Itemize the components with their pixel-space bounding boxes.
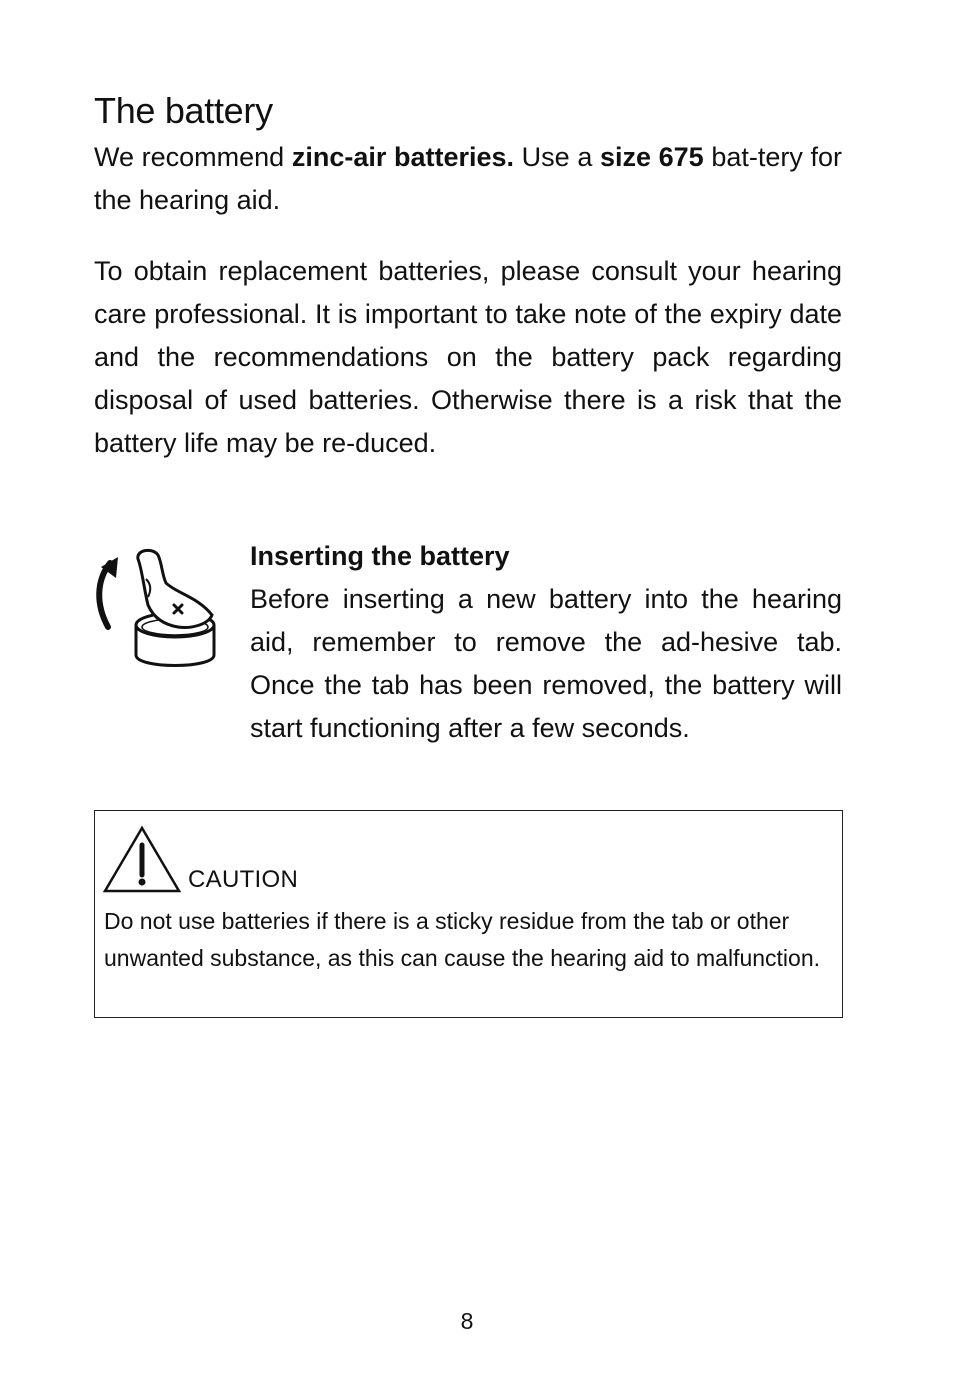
- page-number: 8: [460, 1308, 474, 1334]
- intro-text-start: We recommend: [94, 142, 292, 172]
- inserting-battery-title: Inserting the battery: [250, 541, 510, 571]
- inserting-battery-text: Before inserting a new battery into the hearing aid, remember to remove the ad-hesive tab. Once the tab has been removed, the battery will start functioning after a few seconds.: [250, 584, 842, 743]
- caution-text: Do not use batteries if there is a sticky residue from the tab or other unwanted substance, as this can cause the hearing aid to malfunction.: [104, 908, 821, 971]
- battery-size-highlight: size 675: [599, 142, 704, 172]
- replacement-paragraph: To obtain replacement batteries, please consult your hearing care professional. It is important to take note of the expiry date and the recommendations on the battery pack regarding disposal of used batteries. Otherwise there is a risk that the battery life may be re-duced.: [94, 256, 842, 458]
- caution-label: CAUTION: [188, 866, 299, 893]
- battery-type-highlight: zinc-air batteries.: [291, 142, 515, 172]
- battery-intro-paragraph: [94, 136, 842, 222]
- caution-box: [94, 810, 843, 1018]
- intro-text-mid: Use a: [514, 142, 600, 172]
- warning-triangle-icon: [103, 825, 181, 893]
- intro-text-end: bat-tery for the hearing aid.: [94, 142, 842, 215]
- page-title: The battery: [94, 90, 273, 131]
- battery-insert-icon: [90, 545, 225, 675]
